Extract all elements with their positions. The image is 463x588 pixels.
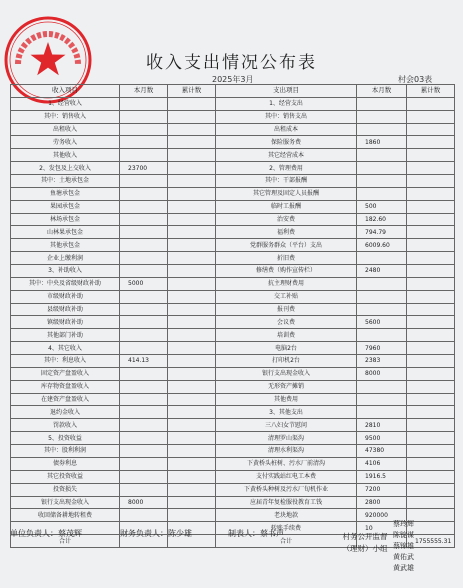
amount-cell	[407, 329, 455, 342]
report-date: 2025年3月	[212, 75, 254, 84]
amount-cell	[120, 110, 168, 123]
table-row	[11, 252, 455, 265]
item-label-cell: 镇级财政补助	[11, 316, 120, 329]
amount-cell	[407, 470, 455, 483]
unit-leader: 单位负责人：蔡茂辉	[10, 529, 82, 538]
report-number: 村会03表	[398, 75, 433, 84]
amount-cell	[168, 277, 216, 290]
item-label-cell: 银行支出现金收入	[11, 496, 120, 509]
column-header: 本月数	[120, 85, 168, 98]
amount-cell: 47380	[357, 445, 407, 458]
item-label-cell: 无形资产摊销	[216, 380, 357, 393]
amount-cell	[407, 432, 455, 445]
amount-cell	[168, 496, 216, 509]
item-label-cell: 债券利息	[11, 457, 120, 470]
table-row	[11, 367, 455, 380]
amount-cell	[357, 277, 407, 290]
column-header: 累计数	[407, 85, 455, 98]
amount-cell	[407, 110, 455, 123]
table-row	[11, 470, 455, 483]
table-row	[11, 290, 455, 303]
amount-cell: 7960	[357, 342, 407, 355]
amount-cell	[168, 97, 216, 110]
amount-cell	[168, 110, 216, 123]
item-label-cell: 会议费	[216, 316, 357, 329]
amount-cell	[120, 187, 168, 200]
table-row	[11, 406, 455, 419]
amount-cell	[120, 303, 168, 316]
amount-cell	[407, 175, 455, 188]
amount-cell: 23700	[120, 162, 168, 175]
amount-cell	[407, 367, 455, 380]
amount-cell: 9500	[357, 432, 407, 445]
amount-cell	[168, 200, 216, 213]
table-row	[11, 277, 455, 290]
column-header: 支出项目	[216, 85, 357, 98]
amount-cell: 4106	[357, 457, 407, 470]
amount-cell	[120, 483, 168, 496]
table-row	[11, 200, 455, 213]
amount-cell	[407, 342, 455, 355]
amount-cell: 6009.60	[357, 239, 407, 252]
member-name: 黄武雄	[393, 564, 414, 572]
amount-cell	[168, 483, 216, 496]
item-label-cell: 下黄桥头桩树、污水厂前清沟	[216, 457, 357, 470]
table-row	[11, 419, 455, 432]
item-label-cell: 3、补助收入	[11, 265, 120, 278]
item-label-cell: 出租收入	[11, 123, 120, 136]
amount-cell	[357, 123, 407, 136]
amount-cell	[357, 110, 407, 123]
amount-cell	[407, 290, 455, 303]
amount-cell	[168, 393, 216, 406]
item-label-cell: 其它经营成本	[216, 149, 357, 162]
amount-cell	[120, 290, 168, 303]
amount-cell	[407, 226, 455, 239]
amount-cell	[407, 200, 455, 213]
amount-cell	[407, 316, 455, 329]
amount-cell	[357, 303, 407, 316]
item-label-cell: 果园承包金	[11, 200, 120, 213]
amount-cell	[407, 265, 455, 278]
amount-cell	[168, 509, 216, 522]
table-row	[11, 175, 455, 188]
item-label-cell: 其他收入	[11, 149, 120, 162]
amount-cell	[168, 419, 216, 432]
amount-cell: 1860	[357, 136, 407, 149]
table-row	[11, 342, 455, 355]
amount-cell	[357, 187, 407, 200]
amount-cell	[120, 149, 168, 162]
amount-cell	[357, 406, 407, 419]
amount-cell	[407, 445, 455, 458]
amount-cell: 2810	[357, 419, 407, 432]
item-label-cell: 收回储备耕地转租费	[11, 509, 120, 522]
income-expense-table	[10, 84, 455, 548]
amount-cell	[120, 367, 168, 380]
amount-cell	[168, 175, 216, 188]
item-label-cell: 保险服务费	[216, 136, 357, 149]
amount-cell	[168, 329, 216, 342]
column-header: 本月数	[357, 85, 407, 98]
item-label-cell: 固定资产盘盈收入	[11, 367, 120, 380]
table-row	[11, 97, 455, 110]
column-header: 累计数	[168, 85, 216, 98]
amount-cell: 1916.5	[357, 470, 407, 483]
amount-cell: 1755555.31	[407, 535, 455, 548]
amount-cell	[120, 393, 168, 406]
item-label-cell: 其中：中央及省级财政补助	[11, 277, 120, 290]
amount-cell: 5600	[357, 316, 407, 329]
amount-cell	[120, 265, 168, 278]
amount-cell	[120, 457, 168, 470]
amount-cell: 8000	[357, 367, 407, 380]
amount-cell	[120, 97, 168, 110]
amount-cell	[407, 97, 455, 110]
amount-cell: 2800	[357, 496, 407, 509]
table-row	[11, 316, 455, 329]
item-label-cell: 清理罗山渠沟	[216, 432, 357, 445]
table-row	[11, 162, 455, 175]
amount-cell	[168, 316, 216, 329]
item-label-cell: 库存物资盘盈收入	[11, 380, 120, 393]
amount-cell	[120, 445, 168, 458]
item-label-cell: 4、其它收入	[11, 342, 120, 355]
amount-cell	[120, 316, 168, 329]
item-label-cell: 投资损失	[11, 483, 120, 496]
finance-leader: 财务负责人：陈少雄	[120, 529, 192, 538]
amount-cell	[357, 329, 407, 342]
amount-cell	[168, 149, 216, 162]
amount-cell	[120, 213, 168, 226]
amount-cell	[407, 380, 455, 393]
amount-cell: 2383	[357, 355, 407, 368]
amount-cell	[120, 329, 168, 342]
amount-cell	[357, 380, 407, 393]
table-row	[11, 226, 455, 239]
amount-cell	[357, 290, 407, 303]
amount-cell: 5000	[120, 277, 168, 290]
amount-cell	[357, 97, 407, 110]
item-label-cell: 5、投资收益	[11, 432, 120, 445]
column-header: 收入项目	[11, 85, 120, 98]
page-title: 收入支出情况公布表	[146, 53, 317, 73]
amount-cell: 920000	[357, 509, 407, 522]
item-label-cell: 报刊费	[216, 303, 357, 316]
amount-cell	[407, 187, 455, 200]
table-row	[11, 265, 455, 278]
item-label-cell: 培训费	[216, 329, 357, 342]
amount-cell	[120, 226, 168, 239]
amount-cell	[407, 419, 455, 432]
amount-cell: 10	[357, 522, 407, 535]
amount-cell	[357, 149, 407, 162]
item-label-cell: 老块地款	[216, 509, 357, 522]
amount-cell: 2480	[357, 265, 407, 278]
amount-cell	[120, 432, 168, 445]
amount-cell	[407, 483, 455, 496]
item-label-cell: 其他部门补助	[11, 329, 120, 342]
item-label-cell: 转账手续费	[216, 522, 357, 535]
item-label-cell: 折旧费	[216, 252, 357, 265]
table-row	[11, 149, 455, 162]
item-label-cell: 银行支出现金收入	[216, 367, 357, 380]
amount-cell	[120, 175, 168, 188]
amount-cell	[168, 457, 216, 470]
item-label-cell: 应届青年复检服役教育工钱	[216, 496, 357, 509]
amount-cell	[168, 445, 216, 458]
amount-cell	[168, 252, 216, 265]
amount-cell: 500	[357, 200, 407, 213]
amount-cell	[357, 162, 407, 175]
amount-cell	[168, 342, 216, 355]
item-label-cell: 治安费	[216, 213, 357, 226]
item-label-cell: 修缮费（购作宣传栏）	[216, 265, 357, 278]
item-label-cell: 出租成本	[216, 123, 357, 136]
amount-cell	[168, 290, 216, 303]
item-label-cell: 林场承包金	[11, 213, 120, 226]
amount-cell	[407, 149, 455, 162]
item-label-cell: 打印机2台	[216, 355, 357, 368]
amount-cell	[120, 470, 168, 483]
table-row	[11, 329, 455, 342]
amount-cell	[407, 239, 455, 252]
preparer: 制表人：蔡书声	[228, 529, 284, 538]
table-row	[11, 432, 455, 445]
item-label-cell: 其中：销售支出	[216, 110, 357, 123]
item-label-cell: 市级财政补助	[11, 290, 120, 303]
amount-cell	[407, 277, 455, 290]
member-name: 蔡玲辉	[393, 520, 414, 528]
table-row	[11, 123, 455, 136]
amount-cell	[120, 200, 168, 213]
item-label-cell: 合计	[216, 535, 357, 548]
amount-cell	[168, 432, 216, 445]
item-label-cell: 2、管理费用	[216, 162, 357, 175]
item-label-cell: 其它投资收益	[11, 470, 120, 483]
amount-cell	[120, 239, 168, 252]
amount-cell	[168, 367, 216, 380]
table-row	[11, 239, 455, 252]
amount-cell	[407, 496, 455, 509]
item-label-cell: 交工补贴	[216, 290, 357, 303]
item-label-cell: 支付实践站红电工本费	[216, 470, 357, 483]
amount-cell	[407, 123, 455, 136]
item-label-cell: 3、其他支出	[216, 406, 357, 419]
amount-cell	[120, 419, 168, 432]
amount-cell	[407, 406, 455, 419]
table-row	[11, 483, 455, 496]
amount-cell	[168, 162, 216, 175]
table-row	[11, 136, 455, 149]
amount-cell	[120, 380, 168, 393]
amount-cell	[357, 252, 407, 265]
table-row	[11, 509, 455, 522]
amount-cell	[168, 226, 216, 239]
amount-cell	[168, 355, 216, 368]
table-row	[11, 355, 455, 368]
amount-cell	[120, 136, 168, 149]
amount-cell	[168, 303, 216, 316]
table-row	[11, 457, 455, 470]
table-row	[11, 110, 455, 123]
amount-cell	[168, 239, 216, 252]
item-label-cell: 鱼塘承包金	[11, 187, 120, 200]
item-label-cell: 在建资产盘盈收入	[11, 393, 120, 406]
item-label-cell: 其中：利息收入	[11, 355, 120, 368]
item-label-cell: 1、经营收入	[11, 97, 120, 110]
item-label-cell: 企业上缴利润	[11, 252, 120, 265]
amount-cell	[120, 406, 168, 419]
item-label-cell: 其中：土地承包金	[11, 175, 120, 188]
item-label-cell: 其他费用	[216, 393, 357, 406]
item-label-cell: 退约金收入	[11, 406, 120, 419]
amount-cell: 414.13	[120, 355, 168, 368]
item-label-cell: 福利费	[216, 226, 357, 239]
table-row	[11, 393, 455, 406]
amount-cell	[407, 136, 455, 149]
item-label-cell: 清理水利渠沟	[216, 445, 357, 458]
table-row	[11, 380, 455, 393]
amount-cell	[407, 393, 455, 406]
amount-cell	[168, 213, 216, 226]
amount-cell	[168, 265, 216, 278]
item-label-cell: 其中：销售收入	[11, 110, 120, 123]
item-label-cell: 党群服务群众（平台）支出	[216, 239, 357, 252]
amount-cell: 794.79	[357, 226, 407, 239]
amount-cell: 7200	[357, 483, 407, 496]
item-label-cell: 其中：股利利润	[11, 445, 120, 458]
amount-cell	[168, 406, 216, 419]
item-label-cell: 电脑2台	[216, 342, 357, 355]
amount-cell	[357, 393, 407, 406]
item-label-cell: 其他承包金	[11, 239, 120, 252]
table-row	[11, 303, 455, 316]
item-label-cell: 县级财政补助	[11, 303, 120, 316]
item-label-cell: 2、发包及上交收入	[11, 162, 120, 175]
amount-cell	[407, 457, 455, 470]
supervision-group: 村务公开监督（理财）小组	[342, 532, 388, 553]
item-label-cell: 合计	[11, 535, 120, 548]
amount-cell	[168, 123, 216, 136]
amount-cell	[168, 470, 216, 483]
amount-cell	[407, 252, 455, 265]
amount-cell	[120, 342, 168, 355]
item-label-cell: 抗主理财费用	[216, 277, 357, 290]
item-label-cell: 1、经营支出	[216, 97, 357, 110]
table-row	[11, 445, 455, 458]
item-label-cell: 山林果承包金	[11, 226, 120, 239]
amount-cell	[407, 303, 455, 316]
item-label-cell: 其中：干部报酬	[216, 175, 357, 188]
amount-cell	[407, 213, 455, 226]
amount-cell: 8000	[120, 496, 168, 509]
table-row	[11, 213, 455, 226]
amount-cell	[120, 252, 168, 265]
table-row	[11, 187, 455, 200]
item-label-cell: 下黄桥头种树及污水厂旬机作业	[216, 483, 357, 496]
item-label-cell: 三八妇女节慰问	[216, 419, 357, 432]
amount-cell: 182.60	[357, 213, 407, 226]
member-name: 陈锭谋	[393, 531, 414, 539]
amount-cell	[407, 355, 455, 368]
item-label-cell: 劳务收入	[11, 136, 120, 149]
member-name: 蔡锦雄	[393, 542, 414, 550]
amount-cell	[168, 187, 216, 200]
item-label-cell: 其它管理及固定人员报酬	[216, 187, 357, 200]
table-header-row	[11, 85, 455, 98]
amount-cell	[407, 162, 455, 175]
amount-cell	[120, 509, 168, 522]
member-name: 黄佑武	[393, 553, 414, 561]
amount-cell	[120, 123, 168, 136]
amount-cell	[168, 136, 216, 149]
item-label-cell: 罚款收入	[11, 419, 120, 432]
amount-cell	[168, 380, 216, 393]
supervision-members	[393, 519, 414, 574]
table-row	[11, 496, 455, 509]
amount-cell	[357, 175, 407, 188]
item-label-cell: 临时工报酬	[216, 200, 357, 213]
